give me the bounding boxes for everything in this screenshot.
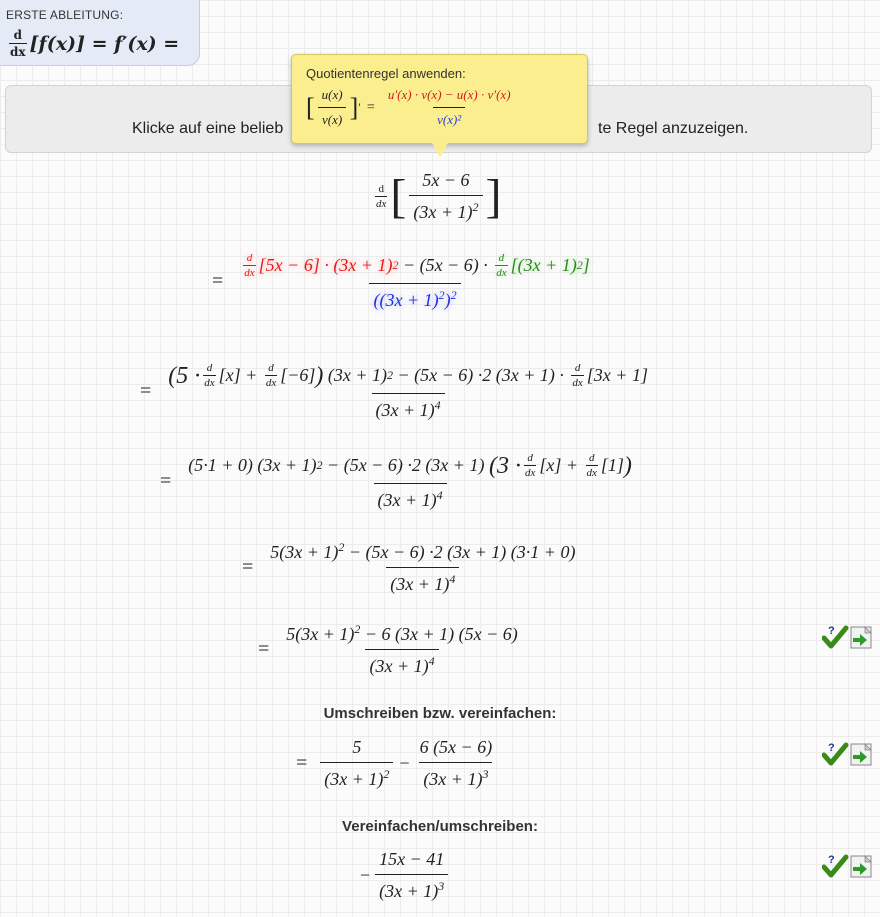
step-6-expression: = $\frac{5}{(3x + 1)^2}$ − $\frac{6 (5x - 6)}{(3x + 1)^3}$ <box>296 737 493 789</box>
export-to-sheet-icon[interactable] <box>851 856 871 877</box>
hint-text-left: Klicke auf eine belieb <box>132 120 284 137</box>
svg-text:?: ? <box>828 854 835 866</box>
step-7-actions <box>822 853 870 877</box>
derivative-header <box>0 0 200 66</box>
step-5-expression: = $\frac{5(3x + 1)^2 - 6 (3x + 1) (5x - 6)}{(3x + 1)^4}$ <box>258 622 518 676</box>
step-5-actions <box>822 624 870 648</box>
step-3-expression: = (5·1 + 0) (3x + 1) 2 − (5x − 6) ·2 (3x + 1) (3 · $\frac{d}{dx}$ [x] + $\frac{d}{dx}$ [1] ) $(3x + 1)^4$ <box>160 452 632 510</box>
step-7-result: − $\frac{15x - 41}{(3x + 1)^3}$ <box>360 849 451 902</box>
header-label: ERSTE ABLEITUNG: <box>6 8 124 22</box>
step-0-expression: $\frac{d}{dx}$ [ $\frac{5x - 6}{(3x + 1)^2}$ ] <box>376 169 502 223</box>
tooltip-uv-fraction: $\frac{u(x)}{v(x)}$ <box>318 87 347 128</box>
subhead-vereinfachen: Vereinfachen/umschreiben: <box>342 818 538 835</box>
hint-text-right: te Regel anzuzeigen. <box>598 120 749 137</box>
v-prime-term: $\frac{d}{dx}$ [(3x + 1) 2 ] <box>496 252 590 279</box>
tooltip-title: Quotientenregel anwenden: <box>306 66 466 81</box>
d-operator: $\frac{d}{dx}$ <box>376 183 387 210</box>
subhead-umschreiben: Umschreiben bzw. vereinfachen: <box>323 705 557 722</box>
tooltip-rhs-fraction: $\frac{u'(x) \cdot v(x) - u(x) \cdot v'(x)}{\text{v(x)²}}$ <box>387 87 511 127</box>
step-4-expression: = $\frac{5(3x + 1)^2 - (5x - 6) \cdot 2 (3x + 1) (3\cdot 1 + 0)}{(3x + 1)^4}$ <box>242 540 576 594</box>
step-1-quotient-rule: = $\frac{d}{dx}$ [5x − 6] · (3x + 1) 2 − (5x − 6) · $\frac{d}{dx}$ [(3x + 1) 2 ] $((3x + 1)^2)^2$ <box>212 252 590 310</box>
rule-tooltip <box>291 54 588 144</box>
step-2-expression: = (5 · $\frac{d}{dx}$ [x] + $\frac{d}{dx}$ [−6] ) (3x + 1) 2 − (5x − 6) ·2 (3x + 1) · $\frac{d}{dx}$ [3x + 1] $(3x + 1)^4$ <box>140 362 648 420</box>
header-formula: $\frac{d}{dx}$ [f(x)] = f′(x) = <box>10 28 180 59</box>
step-6-actions <box>822 741 870 765</box>
export-to-sheet-icon[interactable] <box>851 627 871 648</box>
v-squared-term: $((3x + 1)^2)^2$ <box>369 283 460 311</box>
header-d-operator: $\frac{d}{dx}$ <box>10 28 26 59</box>
svg-text:?: ? <box>828 742 835 754</box>
checkmark-icon[interactable] <box>824 625 846 646</box>
checkmark-icon[interactable] <box>824 854 846 875</box>
quotient-rule-formula: [ $\frac{u(x)}{v(x)}$ ] ′ = $\frac{u'(x) \cdot v(x) - u(x) \cdot v'(x)}{\text{v(x)²}}$ <box>306 87 573 128</box>
u-prime-term: $\frac{d}{dx}$ [5x − 6] · (3x + 1) 2 <box>244 252 399 279</box>
export-to-sheet-icon[interactable] <box>851 744 871 765</box>
checkmark-icon[interactable] <box>824 742 846 763</box>
svg-text:?: ? <box>828 625 835 637</box>
